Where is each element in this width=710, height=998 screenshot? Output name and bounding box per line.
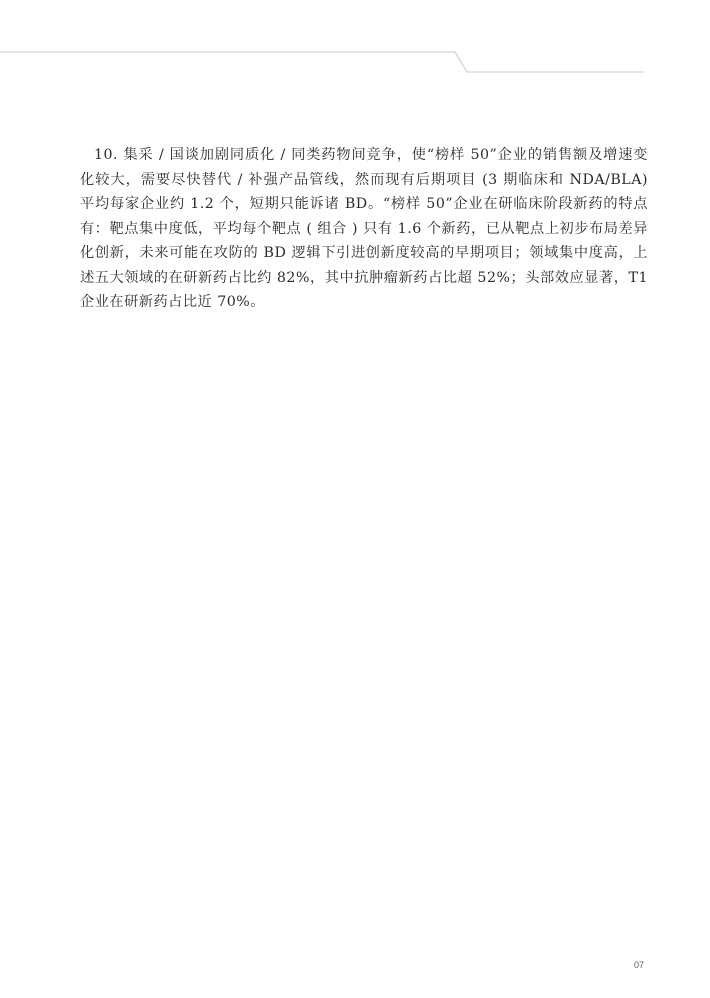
header-rule-line <box>0 0 710 80</box>
page-number: 07 <box>633 960 644 970</box>
body-paragraph: 10. 集采 / 国谈加剧同质化 / 同类药物间竞争，使“榜样 50”企业的销售额及增速变化较大，需要尽快替代 / 补强产品管线，然而现有后期项目 (3 期临床和 NDA/BLA) 平均每家企业约 1.2 个，短期只能诉诸 BD。“榜样 50”企业在研临床阶段新药的特点有：靶点集中度低，平均每个靶点 ( 组合 ) 只有 1.6 个新药，已从靶点上初步布局差异化创新，未来可能在攻防的 BD 逻辑下引进创新度较高的早期项目；领域集中度高，上述五大领域的在研新药占比约 82%，其中抗肿瘤新药占比超 52%；头部效应显著，T1 企业在研新药占比近 70%。 <box>80 147 648 310</box>
